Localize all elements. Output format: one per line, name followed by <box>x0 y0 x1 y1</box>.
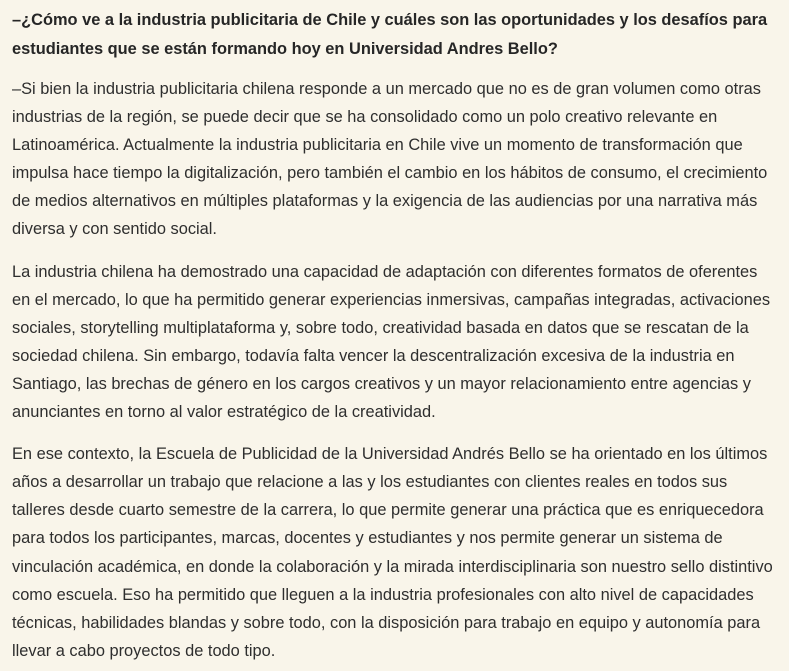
answer-paragraph-3: En ese contexto, la Escuela de Publicidad de la Universidad Andrés Bello se ha orientado en los últimos años a desarrollar un trabajo que relacione a las y los estudiantes con clientes reales en todos sus talleres desde cuarto semestre de la carrera, lo que permite generar una práctica que es enriquecedora para todos los participantes, marcas, docentes y estudiantes y nos permite generar un sistema de vinculación académica, en donde la colaboración y la mirada interdisciplinaria son nuestro sello distintivo como escuela. Eso ha permitido que lleguen a la industria profesionales con alto nivel de capacidades técnicas, habilidades blandas y sobre todo, con la disposición para trabajo en equipo y autonomía para llevar a cabo proyectos de todo tipo. <box>12 445 773 660</box>
interview-question: –¿Cómo ve a la industria publicitaria de Chile y cuáles son las oportunidades y los desafíos para estudiantes que se están formando hoy en Universidad Andres Bello? <box>12 11 768 58</box>
answer-paragraph-2: La industria chilena ha demostrado una capacidad de adaptación con diferentes formatos de oferentes en el mercado, lo que ha permitido generar experiencias inmersivas, campañas integradas, activaciones sociales, storytelling multiplataforma y, sobre todo, creatividad basada en datos que se rescatan de la sociedad chilena. Sin embargo, todavía falta vencer la descentralización excesiva de la industria en Santiago, las brechas de género en los cargos creativos y un mayor relacionamiento entre agencias y anunciantes en torno al valor estratégico de la creatividad. <box>12 262 771 422</box>
answer-paragraph-1: –Si bien la industria publicitaria chilena responde a un mercado que no es de gran volumen como otras industrias de la región, se puede decir que se ha consolidado como un polo creativo relevante en Latinoamérica. Actualmente la industria publicitaria en Chile vive un momento de transformación que impulsa hace tiempo la digitalización, pero también el cambio en los hábitos de consumo, el crecimiento de medios alternativos en múltiples plataformas y la exigencia de las audiencias por una narrativa más diversa y con sentido social. <box>12 80 768 239</box>
